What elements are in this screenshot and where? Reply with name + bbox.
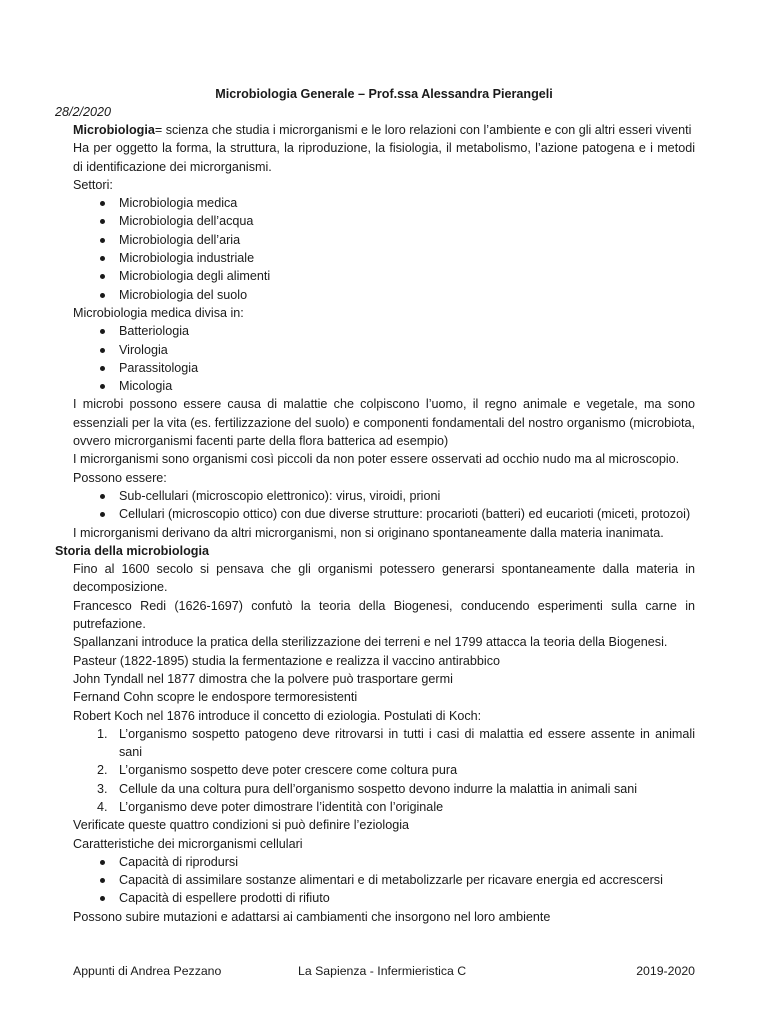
history-paragraph: John Tyndall nel 1877 dimostra che la polvere può trasportare germi [73, 671, 453, 686]
microorganisms-paragraph: I microrganismi sono organismi così piccoli da non poter essere osservati ad occhio nudo ma al microscopio. [73, 452, 680, 467]
list-item: Sub-cellulari (microscopio elettronico): virus, viroidi, prioni [73, 487, 695, 505]
list-item [73, 780, 695, 798]
list-item: Capacità di espellere prodotti di rifiuto [73, 889, 695, 907]
list-number: 4. [97, 799, 108, 814]
list-item: Microbiologia degli alimenti [73, 267, 695, 285]
list-item: Microbiologia medica [73, 194, 695, 212]
page-title: Microbiologia Generale – Prof.ssa Alessandra Pierangeli [215, 87, 553, 101]
history-paragraph: Fino al 1600 secolo si pensava che gli organismi potessero generarsi spontaneamente dalla materia in decomposizione. [73, 562, 695, 595]
list-item: Capacità di assimilare sostanze alimentari e di metabolizzarle per ricavare energia ed accrescersi [73, 871, 695, 889]
object-paragraph: Ha per oggetto la forma, la struttura, la riproduzione, la fisiologia, il metabolismo, l’azione patogena e i metodi di identificazione dei microrganismi. [73, 141, 695, 174]
list-text: L’organismo sospetto deve poter crescere come coltura pura [119, 763, 458, 778]
list-item [73, 725, 695, 762]
footer-author: Appunti di Andrea Pezzano [73, 964, 222, 978]
list-number: 2. [97, 763, 108, 778]
list-item [73, 798, 695, 816]
list-number: 1. [97, 726, 108, 741]
list-item [73, 761, 695, 779]
sectors-list [73, 194, 695, 304]
list-item: Microbiologia dell’acqua [73, 212, 695, 230]
footer-course: La Sapienza - Infermieristica C [298, 964, 467, 978]
history-paragraph: Robert Koch nel 1876 introduce il concetto di eziologia. Postulati di Koch: [73, 708, 482, 723]
definition-text: = scienza che studia i microrganismi e le loro relazioni con l’ambiente e con gli altri esseri viventi [154, 123, 692, 137]
definition-paragraph [73, 121, 695, 139]
origin-paragraph: I microrganismi derivano da altri microrganismi, non si originano spontaneamente dalla materia inanimata. [73, 525, 664, 540]
page-footer [73, 964, 695, 980]
koch-postulates-list [73, 725, 695, 816]
list-text: L’organismo sospetto patogeno deve ritrovarsi in tutti i casi di malattia ed essere assente in animali sani [119, 726, 695, 760]
mutation-paragraph: Possono subire mutazioni e adattarsi ai cambiamenti che insorgono nel loro ambiente [73, 909, 551, 924]
list-item: Parassitologia [73, 359, 695, 377]
types-list [73, 487, 695, 524]
list-item: Batteriologia [73, 322, 695, 340]
list-item: Microbiologia industriale [73, 249, 695, 267]
document-body [55, 121, 695, 926]
footer-year: 2019-2020 [636, 964, 695, 978]
list-item: Capacità di riprodursi [73, 853, 695, 871]
lecture-date: 28/2/2020 [55, 105, 112, 119]
history-heading: Storia della microbiologia [55, 543, 209, 558]
cell-traits-list [73, 853, 695, 908]
history-paragraph: Pasteur (1822-1895) studia la fermentazione e realizza il vaccino antirabbico [73, 653, 501, 668]
types-label: Possono essere: [73, 470, 167, 485]
list-text: L’organismo deve poter dimostrare l’identità con l’originale [119, 799, 444, 814]
list-number: 3. [97, 781, 108, 796]
list-text: Cellule da una coltura pura dell’organismo sospetto devono indurre la malattia in animali sani [119, 781, 638, 796]
list-item: Microbiologia dell’aria [73, 231, 695, 249]
medical-list [73, 322, 695, 395]
history-paragraph: Fernand Cohn scopre le endospore termoresistenti [73, 690, 358, 705]
sectors-label: Settori: [73, 177, 113, 192]
microbes-paragraph: I microbi possono essere causa di malattie che colpiscono l’uomo, il regno animale e vegetale, ma sono essenziali per la vita (es. fertilizzazione del suolo) e componenti fondamentali del nostro organismo (microbiota, ovvero microrganismi facenti parte della flora batterica ad esempio) [73, 397, 695, 449]
list-item: Cellulari (microscopio ottico) con due diverse strutture: procarioti (batteri) ed eucarioti (miceti, protozoi) [73, 505, 695, 523]
verify-paragraph: Verificate queste quattro condizioni si può definire l’eziologia [73, 818, 410, 833]
definition-term: Microbiologia [73, 123, 155, 137]
history-paragraph: Francesco Redi (1626-1697) confutò la teoria della Biogenesi, conducendo esperimenti sulla carne in putrefazione. [73, 598, 695, 632]
medical-label: Microbiologia medica divisa in: [73, 305, 244, 320]
cell-traits-label: Caratteristiche dei microrganismi cellulari [73, 836, 303, 851]
list-item: Micologia [73, 377, 695, 395]
list-item: Virologia [73, 341, 695, 359]
list-item: Microbiologia del suolo [73, 286, 695, 304]
history-paragraph: Spallanzani introduce la pratica della sterilizzazione dei terreni e nel 1799 attacca la teoria della Biogenesi. [73, 635, 668, 650]
